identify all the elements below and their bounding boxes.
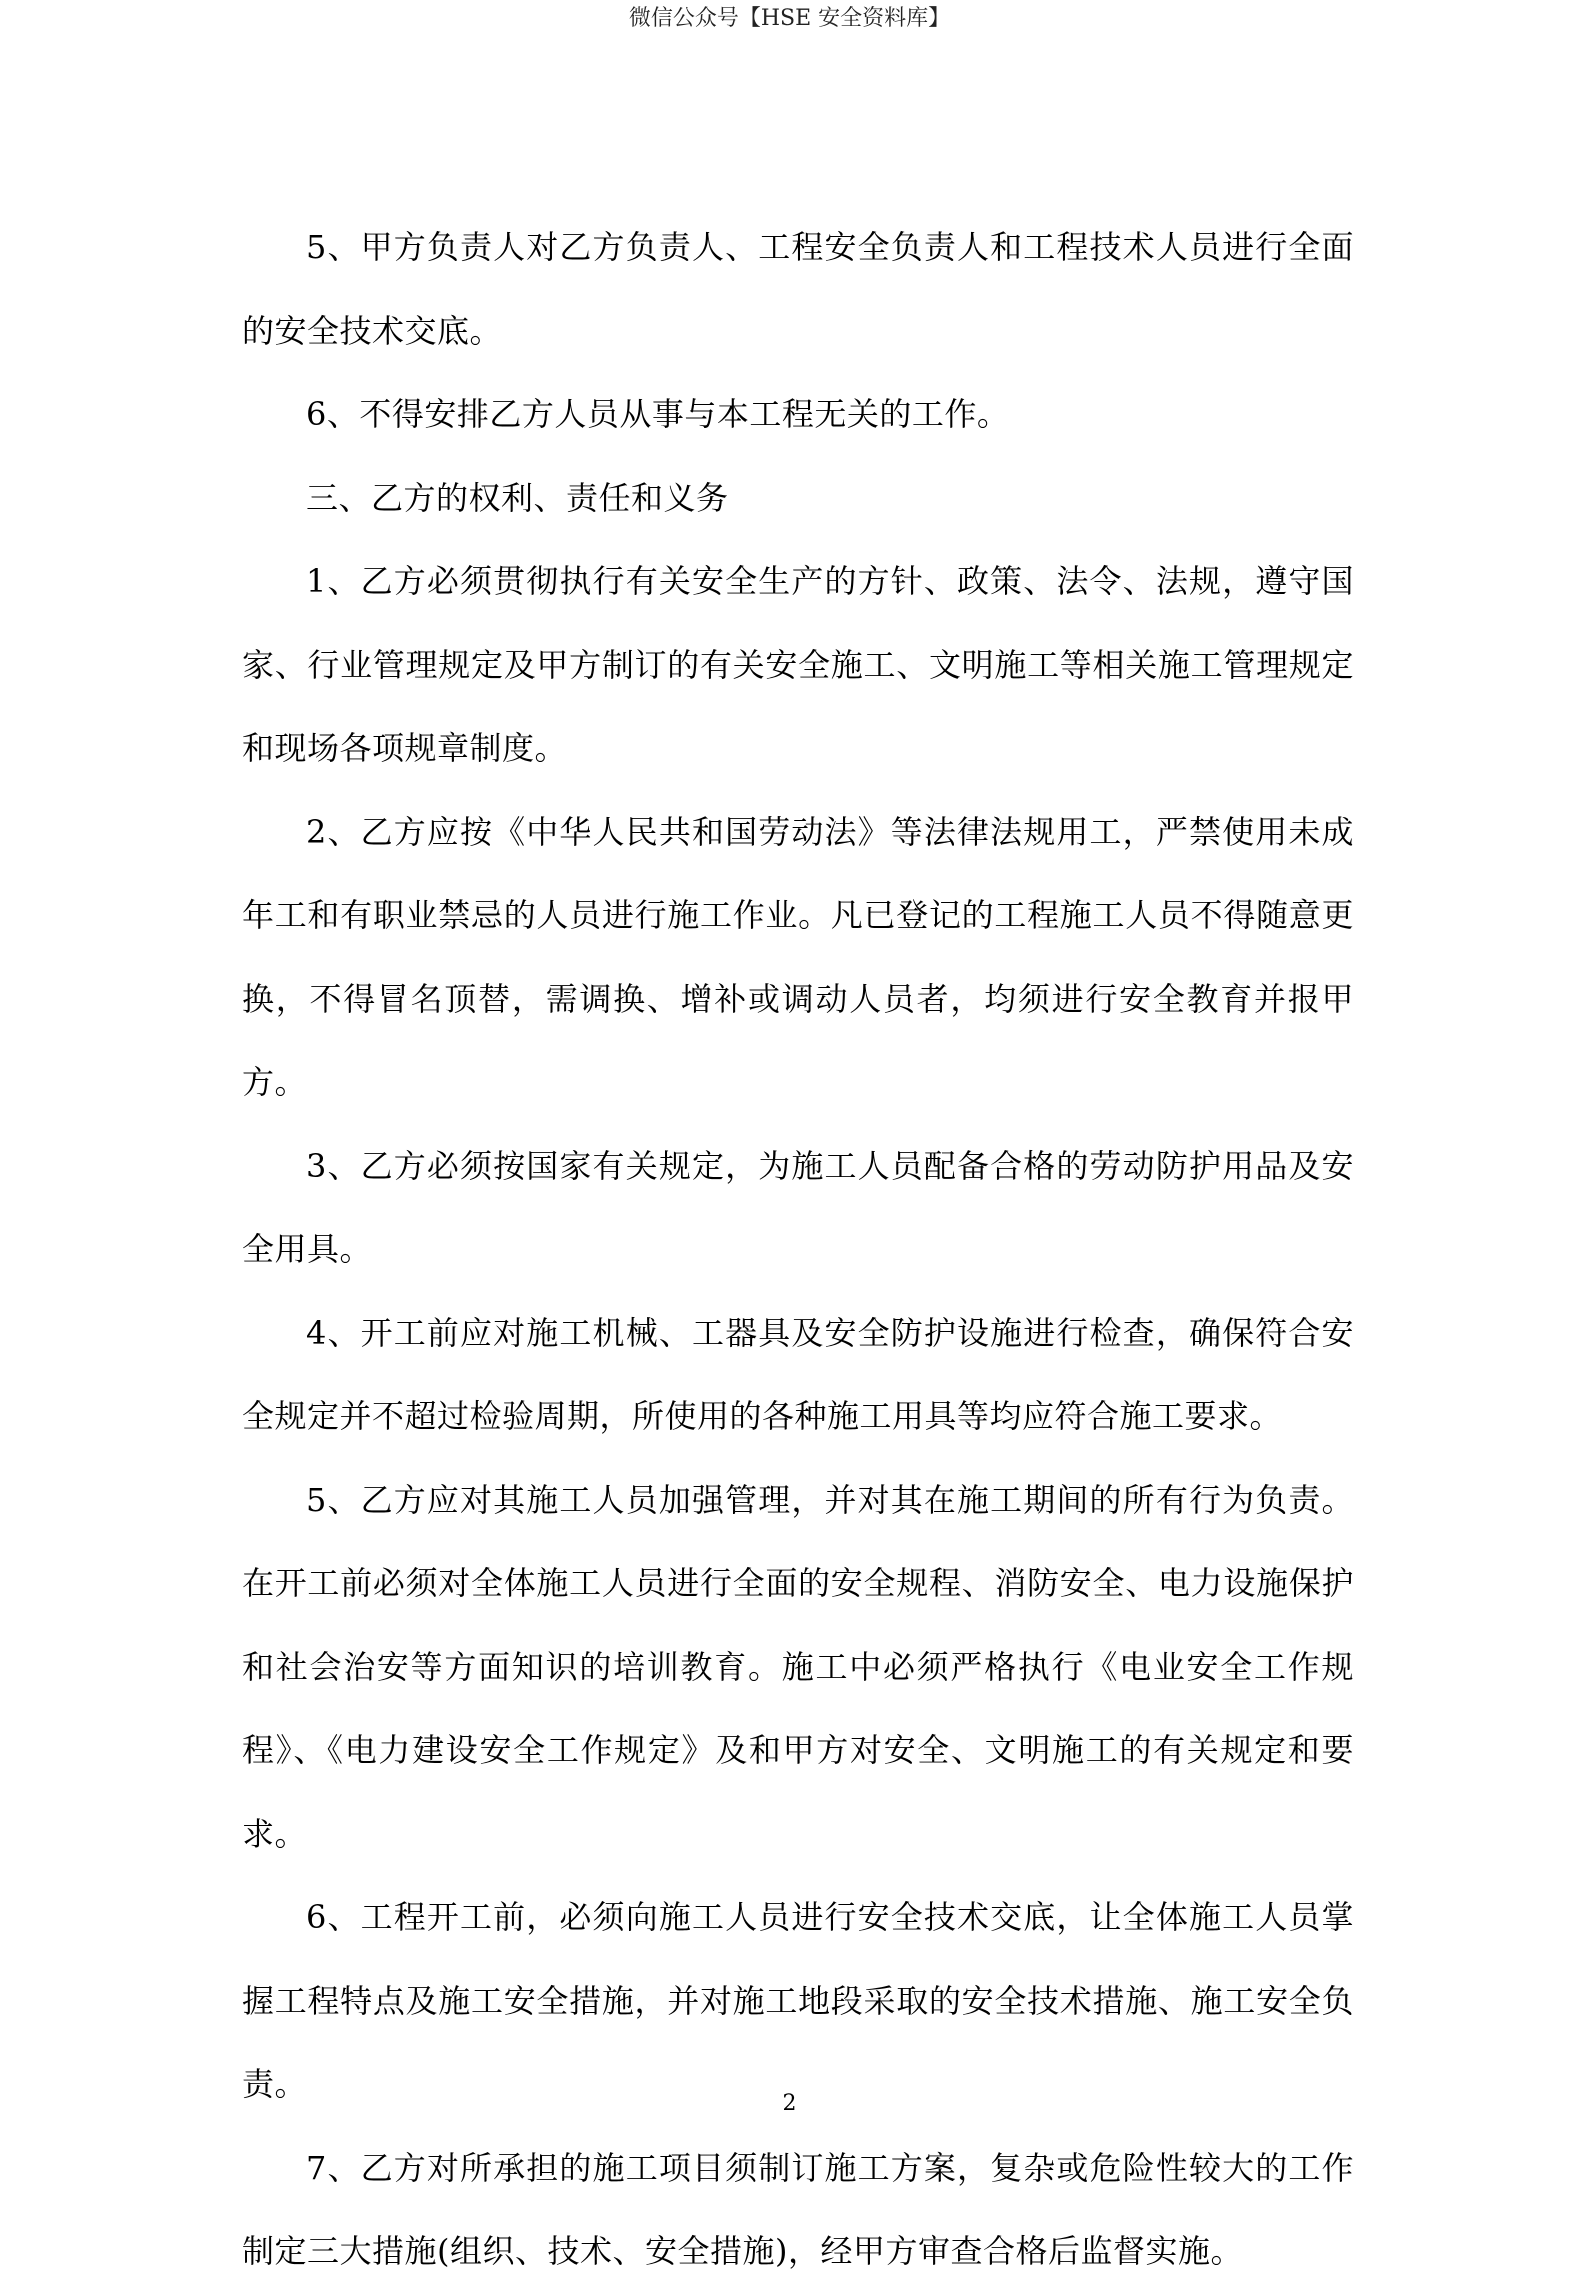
paragraph-clause-6-party-a: 6、不得安排乙方人员从事与本工程无关的工作。 <box>306 395 1010 433</box>
section-heading-party-b: 三、乙方的权利、责任和义务 <box>306 478 729 517</box>
page-number: 2 <box>782 2091 797 2116</box>
paragraph-clause-5: 5、乙方应对其施工人员加强管理，并对其在施工期间的所有行为负责。在开工前必须对全体施工人员进行全面的安全规程、消防安全、电力设施保护和社会治安等方面知识的培训教育。施工中必须严格执行《电业安全工作规程》、《电力建设安全工作规定》及和甲方对安全、文明施工的有关规定和要求。 <box>242 1480 1354 1853</box>
paragraph-clause-7: 7、乙方对所承担的施工项目须制订施工方案，复杂或危险性较大的工作制定三大措施(组织、技术、安全措施)，经甲方审查合格后监督实施。 <box>242 2148 1354 2270</box>
document-body <box>242 206 1354 2294</box>
paragraph-clause-1: 1、乙方必须贯彻执行有关安全生产的方针、政策、法令、法规，遵守国家、行业管理规定及甲方制订的有关安全施工、文明施工等相关施工管理规定和现场各项规章制度。 <box>242 562 1354 767</box>
paragraph-clause-5-party-a: 5、甲方负责人对乙方负责人、工程安全负责人和工程技术人员进行全面的安全技术交底。 <box>242 228 1354 350</box>
paragraph-clause-2: 2、乙方应按《中华人民共和国劳动法》等法律法规用工，严禁使用未成年工和有职业禁忌的人员进行施工作业。凡已登记的工程施工人员不得随意更换，不得冒名顶替，需调换、增补或调动人员者，均须进行安全教育并报甲方。 <box>242 812 1354 1101</box>
page-header: 微信公众号【HSE 安全资料库】 <box>628 6 951 31</box>
paragraph-clause-6: 6、工程开工前，必须向施工人员进行安全技术交底，让全体施工人员掌握工程特点及施工安全措施，并对施工地段采取的安全技术措施、施工安全负责。 <box>242 1898 1354 2103</box>
paragraph-clause-3: 3、乙方必须按国家有关规定，为施工人员配备合格的劳动防护用品及安全用具。 <box>242 1146 1354 1268</box>
paragraph-clause-4: 4、开工前应对施工机械、工器具及安全防护设施进行检查，确保符合安全规定并不超过检验周期，所使用的各种施工用具等均应符合施工要求。 <box>242 1313 1354 1435</box>
